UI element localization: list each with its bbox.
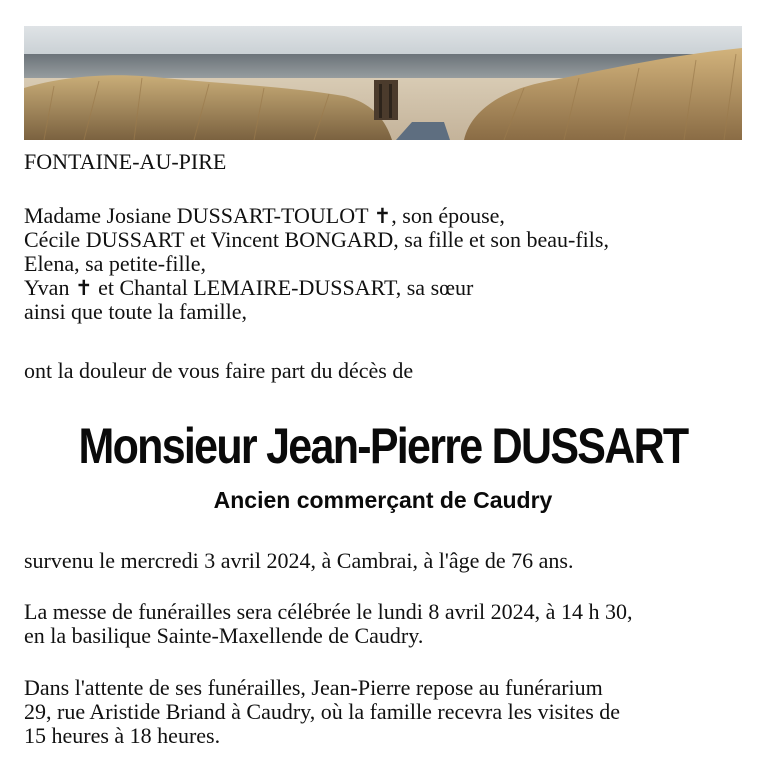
funeral-home-info bbox=[24, 676, 620, 748]
announcement-text: ont la douleur de vous faire part du décès de bbox=[24, 358, 414, 383]
cross-icon: ✝ bbox=[373, 204, 392, 228]
cross-icon: ✝ bbox=[74, 276, 93, 300]
banner-image bbox=[24, 26, 742, 140]
rest-line-1: Dans l'attente de ses funérailles, Jean-Pierre repose au funérarium bbox=[24, 675, 603, 700]
family-line-granddaughter: Elena, sa petite-fille, bbox=[24, 251, 207, 276]
family-line-all: ainsi que toute la famille, bbox=[24, 299, 247, 324]
rest-line-2: 29, rue Aristide Briand à Caudry, où la famille recevra les visites de bbox=[24, 699, 621, 724]
deceased-name: Monsieur Jean-Pierre DUSSART bbox=[78, 418, 688, 474]
family-line-daughter: Cécile DUSSART et Vincent BONGARD, sa fille et son beau-fils, bbox=[24, 227, 609, 252]
beach-dunes-image bbox=[24, 26, 742, 140]
mass-line-1: La messe de funérailles sera célébrée le lundi 8 avril 2024, à 14 h 30, bbox=[24, 599, 633, 624]
family-list bbox=[24, 204, 609, 324]
death-notice: survenu le mercredi 3 avril 2024, à Cambrai, à l'âge de 76 ans. bbox=[24, 548, 574, 573]
mass-line-2: en la basilique Sainte-Maxellende de Caudry. bbox=[24, 623, 424, 648]
deceased-subtitle: Ancien commerçant de Caudry bbox=[213, 487, 553, 513]
family-line-spouse: Madame Josiane DUSSART-TOULOT ✝, son épouse, bbox=[24, 203, 505, 228]
family-line-sister: Yvan ✝ et Chantal LEMAIRE-DUSSART, sa sœur bbox=[24, 275, 474, 300]
rest-line-3: 15 heures à 18 heures. bbox=[24, 723, 221, 748]
funeral-mass-info bbox=[24, 600, 632, 648]
town-name: FONTAINE-AU-PIRE bbox=[24, 149, 227, 174]
